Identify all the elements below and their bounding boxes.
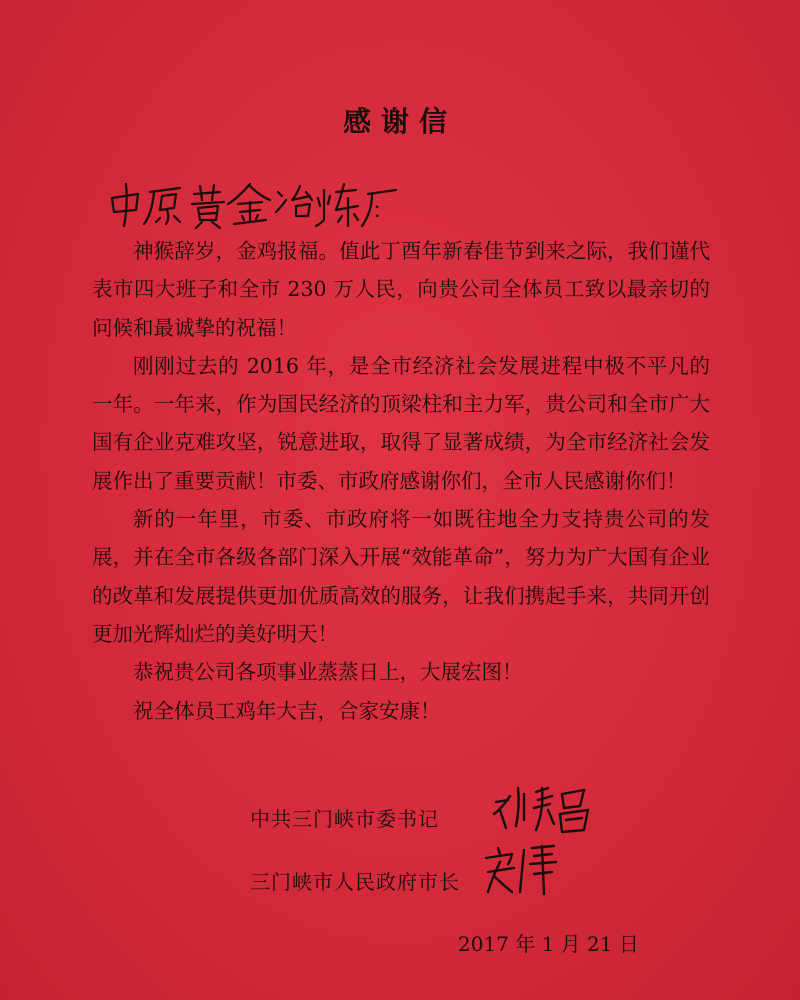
letter-body — [92, 232, 710, 730]
salutation — [110, 180, 400, 230]
body-paragraph-2: 刚刚过去的 2016 年，是全市经济社会发展进程中极不平凡的一年。一年来，作为国民经济的顶梁柱和主力军，贵公司和全市广大国有企业克难攻坚，锐意进取，取得了显著成绩，为全市经济社会发展作出了重要贡献！市委、市政府感谢你们，全市人民感谢你们！ — [92, 353, 710, 493]
salutation-colon: ： — [372, 199, 395, 224]
letter-date: 2017 年 1 月 21 日 — [458, 932, 639, 956]
body-paragraph-3: 新的一年里，市委、市政府将一如既往地全力支持贵公司的发展，并在全市各级各部门深入开展“效能革命”，努力为广大国有企业的改革和发展提供更加优质高效的服务，让我们携起手来，共同开创更加光辉灿烂的美好明天！ — [92, 507, 710, 646]
signature-1-handwriting — [490, 780, 600, 844]
signature-2-handwriting — [482, 840, 562, 904]
salutation-text — [110, 188, 370, 232]
body-paragraph-1: 神猴辞岁，金鸡报福。值此丁酉年新春佳节到来之际，我们谨代表市四大班子和全市 230 万人民，向贵公司全体员工致以最亲切的问候和最诚挚的祝福！ — [92, 239, 710, 340]
signatory-2-title: 三门峡市人民政府市长 — [250, 870, 460, 894]
letter-title: 感谢信 — [342, 105, 457, 138]
signatory-1-title: 中共三门峡市委书记 — [250, 807, 439, 831]
body-paragraph-4: 恭祝贵公司各项事业蒸蒸日上，大展宏图！ — [133, 660, 523, 685]
body-paragraph-5: 祝全体员工鸡年大吉，合家安康！ — [133, 698, 441, 723]
